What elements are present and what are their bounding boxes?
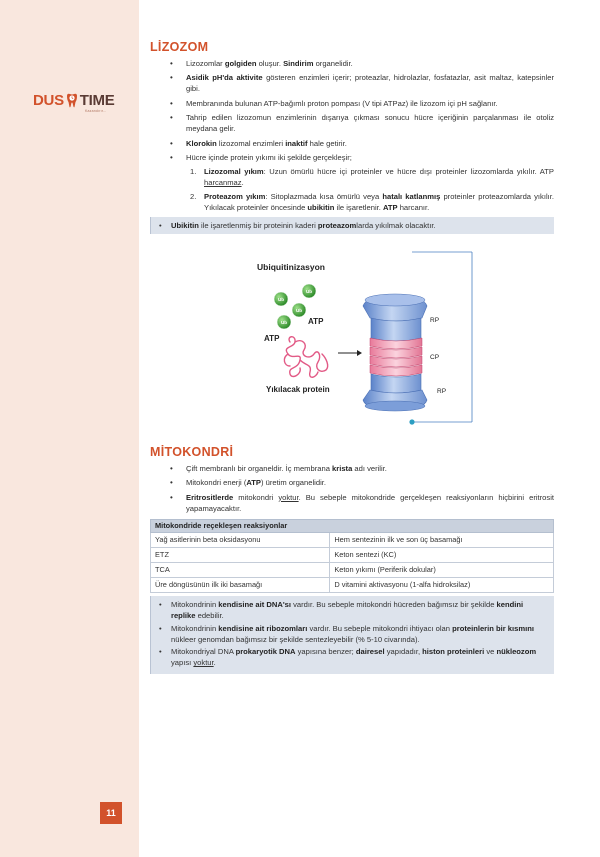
frame-dot — [409, 419, 414, 424]
cp-label: CP — [430, 353, 440, 361]
ub-label: Ub — [277, 296, 285, 302]
table-row — [151, 548, 554, 563]
list-item: • Eritrositlerde mitokondri yoktur. Bu sebeple mitokondride gerçekleşen reaksiyonların hiçbirini eritrosit yapamayacaktır. — [170, 492, 554, 514]
table-header: Mitokondride reçekleşen reaksiyonlar — [151, 519, 554, 533]
ubiquitination-diagram — [150, 248, 554, 433]
arrow-head — [357, 350, 362, 356]
list-item: • Mitokondri enerji (ATP) üretim organelidir. — [170, 477, 554, 488]
mitochondria-reactions-table — [150, 519, 554, 594]
table-cell: Yağ asitlerinin beta oksidasyonu — [151, 533, 330, 548]
rp-label-bottom: RP — [437, 387, 447, 395]
dustime-logo — [33, 92, 115, 113]
mitochondrial-dna-notes — [150, 596, 554, 674]
protein-squiggle — [284, 337, 327, 378]
atp-label-left: ATP — [264, 333, 280, 343]
list-item: • Lizozomlar golgiden oluşur. Sindirim organelidir. — [170, 58, 554, 69]
degraded-protein-label: Yıkılacak protein — [266, 384, 330, 394]
table-cell: D vitamini aktivasyonu (1-alfa hidroksilaz) — [330, 578, 554, 593]
page-number: 11 — [100, 802, 122, 824]
table-row — [151, 563, 554, 578]
table-row — [151, 578, 554, 593]
ub-label: Ub — [295, 307, 303, 313]
section-title-lizozom: LİZOZOM — [150, 40, 209, 54]
main-content — [150, 40, 554, 674]
list-item: 2. Proteazom yıkım: Sitoplazmada kısa ömürlü veya hatalı katlanmış proteinler proteazomlarda yıkılır. Yıkılacak proteinler öncesinde ubikitin ile işaretlenir. ATP harcanır. — [190, 191, 554, 212]
note-item: • Mitokondrinin kendisine ait DNA'sı vardır. Bu sebeple mitokondri hücreden bağımsız bir şekilde kendini replike edebilir. — [157, 599, 548, 621]
tooth-clock-icon — [65, 93, 79, 108]
proteasome-graphic — [363, 294, 427, 411]
table-row — [151, 533, 554, 548]
list-item: 1. Lizozomal yıkım: Uzun ömürlü hücre içi proteinler ve hücre dışı proteinler lizozomlarda yıkılır. ATP harcanmaz. — [190, 166, 554, 187]
table-cell: Hem sentezinin ilk ve son üç basamağı — [330, 533, 554, 548]
list-item: • Asidik pH'da aktivite gösteren enzimleri içerir; proteazlar, hidrolazlar, fosfatazlar, asit maltaz, katepsinler gibi. — [170, 72, 554, 94]
figure-title: Ubiquitinizasyon — [257, 261, 325, 272]
note-item: • Mitokondrinin kendisine ait ribozomları vardır. Bu sebeple mitokondri ihtiyacı olan proteinlerin bir kısmını nükleer genomdan bağımsız bir şekilde sentezleyebilir (% 5-10 civarında). — [157, 623, 548, 645]
rp-label-top: RP — [430, 316, 440, 324]
list-item: • Çift membranlı bir organeldir. İç membrana krista adı verilir. — [170, 463, 554, 474]
left-margin — [0, 0, 139, 857]
atp-label-right: ATP — [308, 316, 324, 326]
table-cell: TCA — [151, 563, 330, 578]
logo-text-time: TIME — [79, 92, 115, 109]
list-item: • Membranında bulunan ATP-bağımlı proton pompası (V tipi ATPaz) ile lizozom içi pH sağlanır. — [170, 98, 554, 109]
list-item: • Hücre içinde protein yıkımı iki şekilde gerçekleşir; 1. Lizozomal yıkım: Uzun ömürlü hücre içi proteinler ve hücre dışı proteinler lizozomlarda yıkılır. ATP harcanmaz. 2. Proteazom yıkım: Sitoplazmada kısa ömürlü veya hatalı katlanmış proteinler proteazomlarda yıkılır. Yıkılacak proteinler öncesinde ubikitin ile işaretlenir. ATP harcanır. — [170, 152, 554, 213]
note-item: • Mitokondriyal DNA prokaryotik DNA yapısına benzer; dairesel yapıdadır, histon proteinleri ve nükleozom yapısı yoktur. — [157, 646, 548, 668]
logo-text-dus: DUS — [33, 92, 64, 109]
ubiquitination-figure — [150, 248, 554, 433]
mitokondri-bullet-list — [170, 463, 554, 514]
table-cell: ETZ — [151, 548, 330, 563]
list-item: • Tahrip edilen lizozomun enzimlerinin dışarıya çıkması sonucu hücre içeriğinin parçalanması ile otoliz meydana gelir. — [170, 112, 554, 134]
protein-degradation-list — [190, 166, 554, 213]
list-item: • Klorokin lizozomal enzimleri inaktif hale getirir. — [170, 138, 554, 149]
section-title-mitokondri: MİTOKONDRİ — [150, 444, 234, 459]
ub-label: Ub — [280, 319, 288, 325]
table-cell: Üre döngüsünün ilk iki basamağı — [151, 578, 330, 593]
lizozom-bullet-list — [170, 58, 554, 213]
table-cell: Keton sentezi (KC) — [330, 548, 554, 563]
note-item: • Ubikitin ile işaretlenmiş bir proteinin kaderi proteazomlarda yıkılmak olacaktır. — [157, 220, 548, 231]
ub-label: Ub — [305, 288, 313, 294]
logo-tagline: Kazandırır... — [85, 109, 107, 113]
table-cell: Keton yıkımı (Periferik dokular) — [330, 563, 554, 578]
ubikitin-note — [150, 217, 554, 234]
